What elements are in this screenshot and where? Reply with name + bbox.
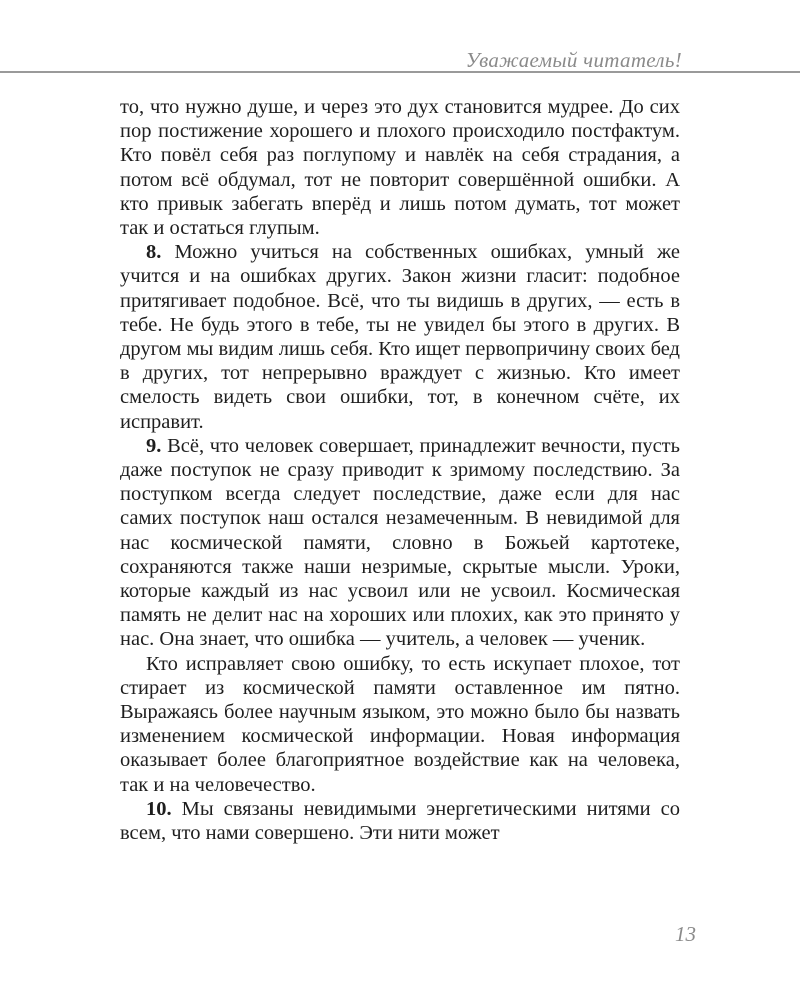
paragraph-8 — [120, 240, 680, 434]
page-number: 13 — [675, 922, 696, 946]
page-body — [120, 95, 680, 845]
paragraph-10 — [120, 797, 680, 845]
paragraph-text: Мы связаны невидимыми энергетическими нитями со всем, что нами совершено. Эти нити может — [120, 797, 680, 845]
paragraph-text: Можно учиться на собственных ошибках, умный же учится и на ошибках других. Закон жизни гласит: подобное притягивает подобное. Всё, что ты видишь в других, — есть в тебе. Не будь этого в тебе, ты не увидел бы этого в других. В другом мы видим лишь себя. Кто ищет первопричину своих бед в других, тот непрерывно враждует с жизнью. Кто имеет смелость видеть свои ошибки, тот, в конечном счёте, их исправит. — [120, 241, 680, 433]
paragraph-number: 9. — [146, 434, 162, 457]
paragraph-9-continued — [120, 652, 680, 797]
paragraph-continued — [120, 95, 680, 240]
paragraph-text: то, что нужно душе, и через это дух становится мудрее. До сих пор постижение хорошего и плохого происходило постфактум. Кто повёл себя раз поглупому и навлёк на себя страдания, а потом всё обдумал, тот не повторит совершённой ошибки. А кто привык забегать вперёд и лишь потом думать, тот может так и остаться глупым. — [120, 96, 680, 240]
paragraph-9 — [120, 434, 680, 652]
paragraph-text: Кто исправляет свою ошибку, то есть искупает плохое, тот стирает из космической памяти оставленное им пятно. Выражаясь более научным языком, это можно было бы назвать изменением космической информации. Новая информация оказывает более благоприятное воздействие как на человека, так и на человечество. — [120, 652, 680, 796]
paragraph-number: 10. — [146, 797, 172, 820]
paragraph-number: 8. — [146, 241, 162, 264]
header-divider — [0, 71, 800, 73]
paragraph-text: Всё, что человек совершает, принадлежит вечности, пусть даже поступок не сразу приводит к зримому последствию. За поступком всегда следует последствие, даже если для нас самих поступок наш остался незамеченным. В невидимой для нас космической памяти, словно в Божьей картотеке, сохраняются также наши незримые, скрытые мысли. Уроки, которые каждый из нас усвоил или не усвоил. Космическая память не делит нас на хороших или плохих, как это принято у нас. Она знает, что ошибка — учитель, а человек — ученик. — [120, 434, 680, 651]
running-header-title: Уважаемый читатель! — [465, 48, 682, 72]
